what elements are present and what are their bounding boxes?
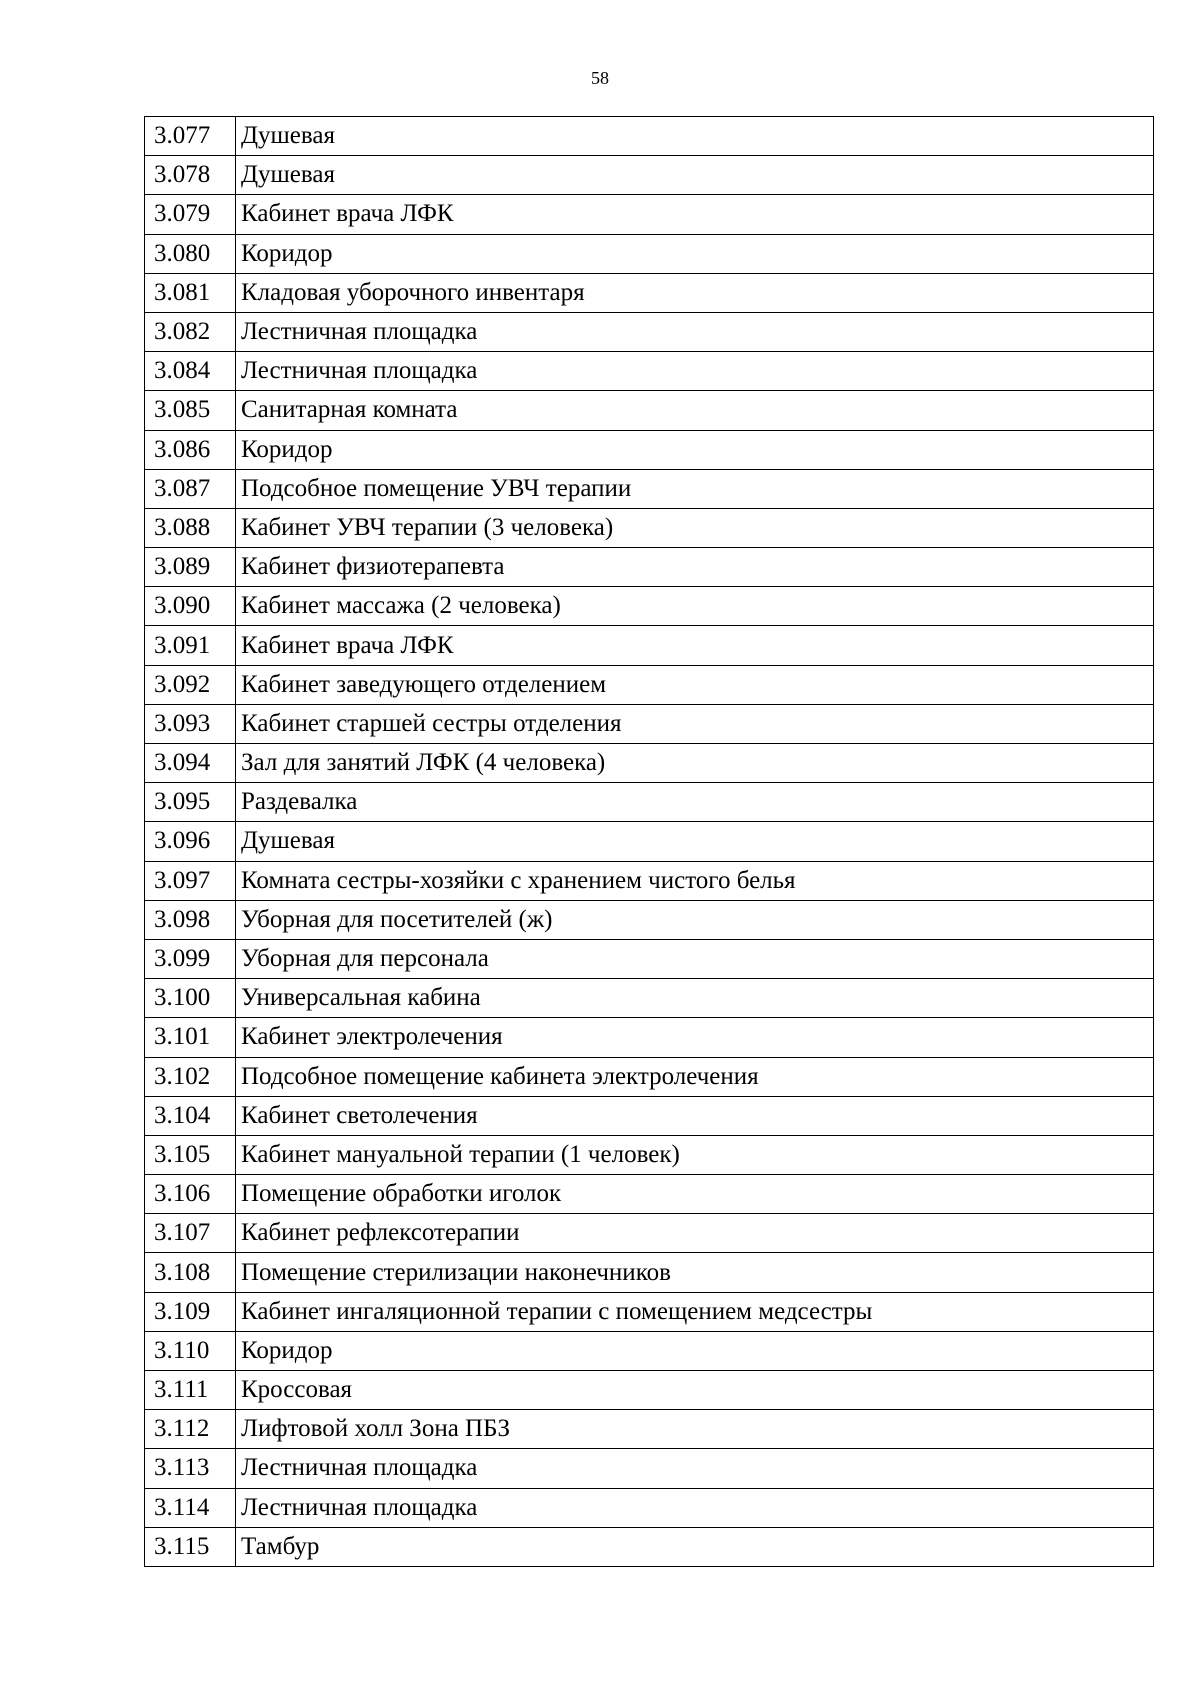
table-row [145, 1371, 1154, 1410]
room-code-cell: 3.107 [145, 1214, 236, 1253]
table-row [145, 783, 1154, 822]
room-code-cell: 3.108 [145, 1253, 236, 1292]
room-name-cell: Кабинет массажа (2 человека) [236, 587, 1154, 626]
room-name-cell: Раздевалка [236, 783, 1154, 822]
room-name-cell: Лестничная площадка [236, 1449, 1154, 1488]
table-row [145, 156, 1154, 195]
rooms-table [144, 116, 1154, 1567]
table-row [145, 273, 1154, 312]
room-code-cell: 3.101 [145, 1018, 236, 1057]
room-name-cell: Кабинет УВЧ терапии (3 человека) [236, 508, 1154, 547]
table-row [145, 900, 1154, 939]
room-name-cell: Подсобное помещение кабинета электролечения [236, 1057, 1154, 1096]
table-row [145, 1410, 1154, 1449]
room-code-cell: 3.096 [145, 822, 236, 861]
room-code-cell: 3.081 [145, 273, 236, 312]
room-name-cell: Уборная для персонала [236, 939, 1154, 978]
room-code-cell: 3.092 [145, 665, 236, 704]
room-name-cell: Душевая [236, 822, 1154, 861]
room-name-cell: Душевая [236, 117, 1154, 156]
room-name-cell: Кабинет врача ЛФК [236, 626, 1154, 665]
room-name-cell: Помещение стерилизации наконечников [236, 1253, 1154, 1292]
room-code-cell: 3.104 [145, 1096, 236, 1135]
room-code-cell: 3.112 [145, 1410, 236, 1449]
room-code-cell: 3.090 [145, 587, 236, 626]
room-code-cell: 3.115 [145, 1527, 236, 1566]
table-row [145, 234, 1154, 273]
table-row [145, 430, 1154, 469]
table-row [145, 352, 1154, 391]
room-code-cell: 3.087 [145, 469, 236, 508]
room-code-cell: 3.105 [145, 1135, 236, 1174]
room-code-cell: 3.099 [145, 939, 236, 978]
room-code-cell: 3.100 [145, 979, 236, 1018]
table-row [145, 1175, 1154, 1214]
room-name-cell: Кабинет мануальной терапии (1 человек) [236, 1135, 1154, 1174]
table-row [145, 1096, 1154, 1135]
room-code-cell: 3.093 [145, 704, 236, 743]
room-code-cell: 3.106 [145, 1175, 236, 1214]
rooms-table-body [145, 117, 1154, 1567]
room-name-cell: Кабинет рефлексотерапии [236, 1214, 1154, 1253]
room-name-cell: Лестничная площадка [236, 1488, 1154, 1527]
table-row [145, 704, 1154, 743]
table-row [145, 117, 1154, 156]
room-code-cell: 3.086 [145, 430, 236, 469]
table-row [145, 312, 1154, 351]
room-code-cell: 3.084 [145, 352, 236, 391]
room-code-cell: 3.077 [145, 117, 236, 156]
room-name-cell: Подсобное помещение УВЧ терапии [236, 469, 1154, 508]
room-code-cell: 3.079 [145, 195, 236, 234]
table-row [145, 391, 1154, 430]
table-row [145, 587, 1154, 626]
room-name-cell: Кабинет ингаляционной терапии с помещением медсестры [236, 1292, 1154, 1331]
room-name-cell: Кабинет светолечения [236, 1096, 1154, 1135]
room-name-cell: Кроссовая [236, 1371, 1154, 1410]
room-name-cell: Кладовая уборочного инвентаря [236, 273, 1154, 312]
table-row [145, 1488, 1154, 1527]
room-name-cell: Помещение обработки иголок [236, 1175, 1154, 1214]
room-code-cell: 3.085 [145, 391, 236, 430]
room-name-cell: Кабинет врача ЛФК [236, 195, 1154, 234]
table-row [145, 1253, 1154, 1292]
table-row [145, 665, 1154, 704]
room-code-cell: 3.113 [145, 1449, 236, 1488]
table-row [145, 1449, 1154, 1488]
table-row [145, 1331, 1154, 1370]
room-code-cell: 3.095 [145, 783, 236, 822]
table-row [145, 195, 1154, 234]
table-row [145, 1135, 1154, 1174]
room-name-cell: Лестничная площадка [236, 352, 1154, 391]
room-code-cell: 3.078 [145, 156, 236, 195]
room-code-cell: 3.097 [145, 861, 236, 900]
room-name-cell: Кабинет заведующего отделением [236, 665, 1154, 704]
table-row [145, 1527, 1154, 1566]
table-row [145, 626, 1154, 665]
room-code-cell: 3.088 [145, 508, 236, 547]
table-row [145, 1214, 1154, 1253]
room-code-cell: 3.080 [145, 234, 236, 273]
room-name-cell: Душевая [236, 156, 1154, 195]
room-name-cell: Коридор [236, 234, 1154, 273]
room-name-cell: Кабинет старшей сестры отделения [236, 704, 1154, 743]
table-row [145, 939, 1154, 978]
room-code-cell: 3.111 [145, 1371, 236, 1410]
room-code-cell: 3.094 [145, 744, 236, 783]
room-name-cell: Зал для занятий ЛФК (4 человека) [236, 744, 1154, 783]
room-name-cell: Коридор [236, 430, 1154, 469]
room-code-cell: 3.110 [145, 1331, 236, 1370]
room-code-cell: 3.102 [145, 1057, 236, 1096]
room-code-cell: 3.091 [145, 626, 236, 665]
table-row [145, 861, 1154, 900]
table-row [145, 469, 1154, 508]
table-row [145, 1018, 1154, 1057]
room-name-cell: Коридор [236, 1331, 1154, 1370]
room-code-cell: 3.114 [145, 1488, 236, 1527]
room-name-cell: Лифтовой холл Зона ПБЗ [236, 1410, 1154, 1449]
room-name-cell: Тамбур [236, 1527, 1154, 1566]
room-name-cell: Кабинет физиотерапевта [236, 548, 1154, 587]
table-row [145, 1292, 1154, 1331]
room-name-cell: Комната сестры-хозяйки с хранением чистого белья [236, 861, 1154, 900]
page-number: 58 [591, 68, 609, 88]
room-code-cell: 3.098 [145, 900, 236, 939]
room-code-cell: 3.109 [145, 1292, 236, 1331]
room-name-cell: Кабинет электролечения [236, 1018, 1154, 1057]
table-row [145, 1057, 1154, 1096]
table-row [145, 744, 1154, 783]
table-row [145, 979, 1154, 1018]
table-row [145, 822, 1154, 861]
room-name-cell: Универсальная кабина [236, 979, 1154, 1018]
table-row [145, 548, 1154, 587]
room-code-cell: 3.082 [145, 312, 236, 351]
room-code-cell: 3.089 [145, 548, 236, 587]
room-name-cell: Уборная для посетителей (ж) [236, 900, 1154, 939]
room-name-cell: Санитарная комната [236, 391, 1154, 430]
table-row [145, 508, 1154, 547]
room-name-cell: Лестничная площадка [236, 312, 1154, 351]
